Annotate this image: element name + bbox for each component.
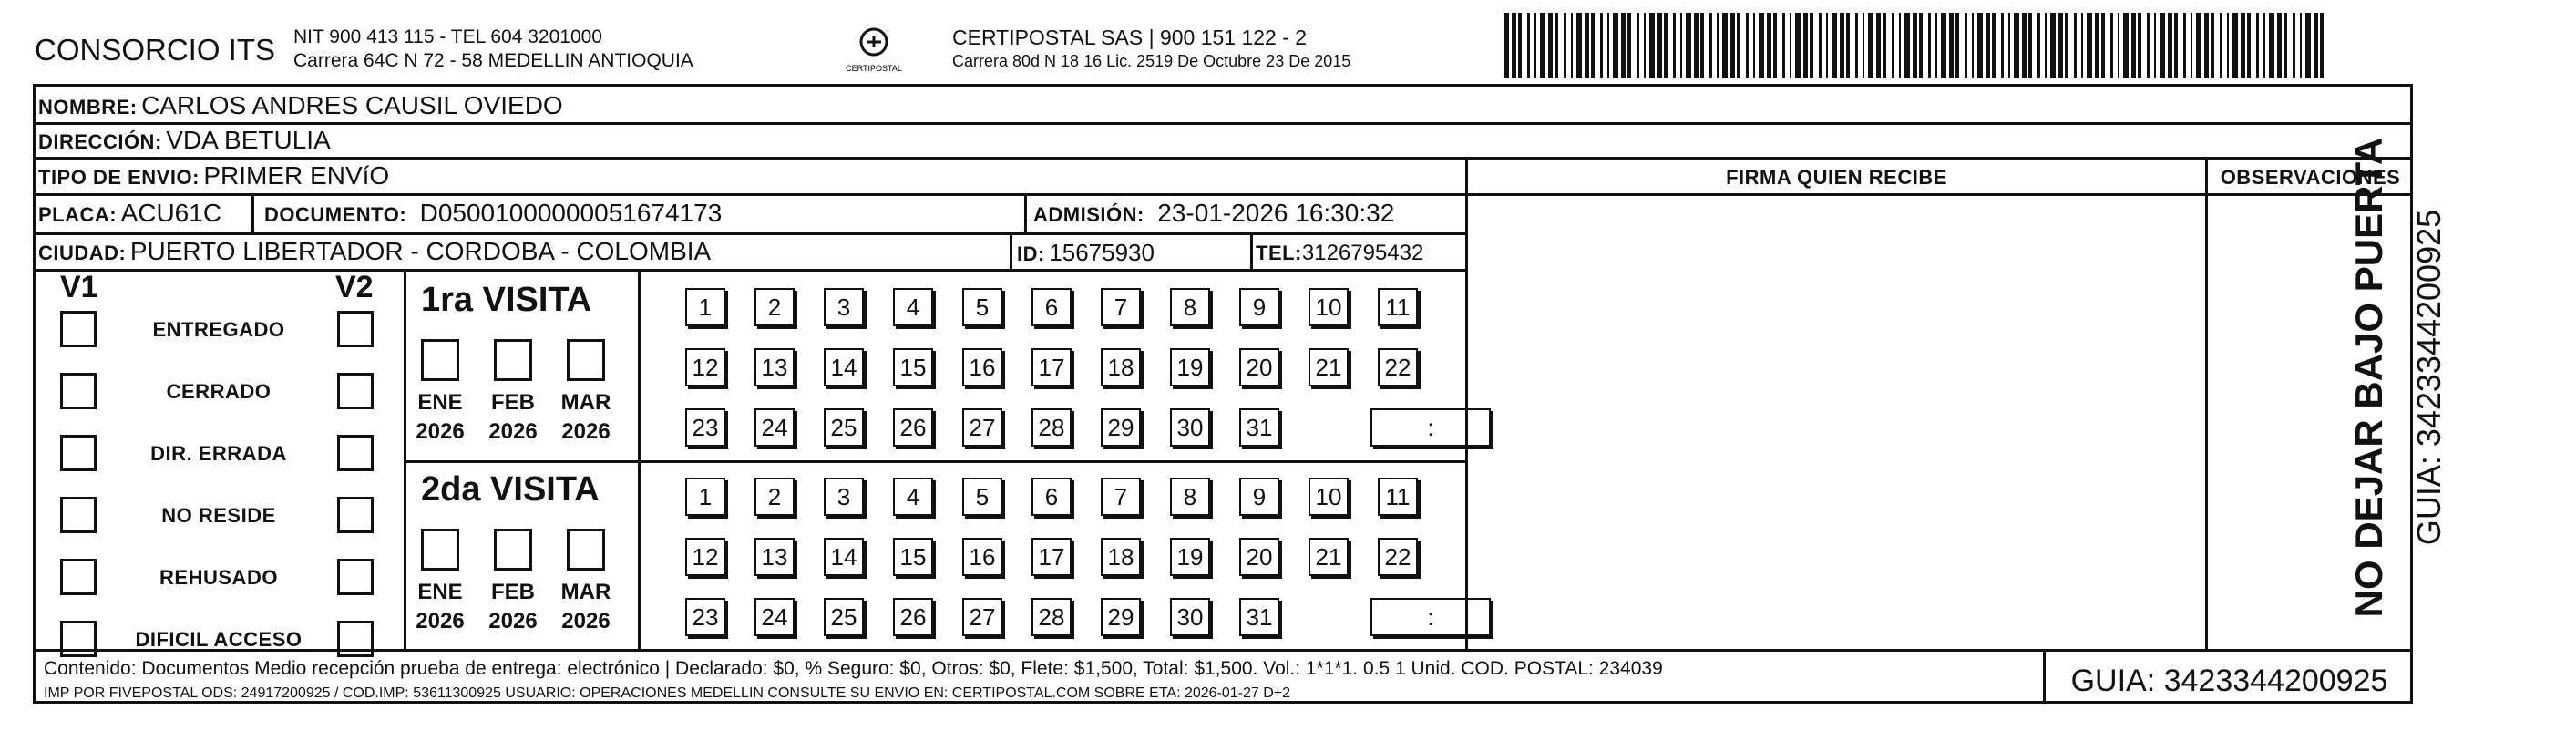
barcode-bar bbox=[1730, 13, 1735, 78]
month-label: FEB bbox=[491, 390, 535, 415]
year-label: 2026 bbox=[488, 609, 538, 633]
barcode-bar bbox=[2263, 13, 2265, 78]
barcode-bar bbox=[1649, 13, 1655, 78]
day-box[interactable]: 18 bbox=[1101, 538, 1141, 576]
barcode-bar bbox=[2227, 13, 2229, 78]
barcode-bar bbox=[1832, 13, 1837, 78]
barcode-bar bbox=[1790, 13, 1791, 78]
barcode-bar bbox=[1883, 13, 1886, 78]
day-box[interactable]: 8 bbox=[1170, 288, 1210, 326]
day-box[interactable]: 13 bbox=[754, 348, 795, 386]
barcode-bar bbox=[2220, 13, 2222, 78]
day-box[interactable]: 31 bbox=[1239, 408, 1279, 447]
tipo-value: PRIMER ENVíO bbox=[203, 161, 390, 190]
barcode-bar bbox=[1810, 13, 1813, 78]
day-box[interactable]: 24 bbox=[754, 598, 795, 636]
barcode-bar bbox=[2300, 13, 2302, 78]
barcode-bar bbox=[1840, 13, 1844, 78]
day-box[interactable]: 1 bbox=[685, 478, 725, 516]
barcode-bar bbox=[1803, 13, 1808, 78]
company-name: CONSORCIO ITS bbox=[35, 33, 276, 67]
barcode-bar bbox=[1673, 13, 1676, 78]
day-box[interactable]: 14 bbox=[824, 348, 864, 386]
day-box[interactable]: 19 bbox=[1170, 538, 1210, 576]
day-box[interactable]: 3 bbox=[824, 478, 864, 516]
day-box[interactable]: 21 bbox=[1309, 538, 1349, 576]
day-box[interactable]: 11 bbox=[1378, 288, 1418, 326]
certipostal-address: Carrera 80d N 18 16 Lic. 2519 De Octubre 23 De 2015 bbox=[952, 52, 1351, 70]
day-box[interactable]: 14 bbox=[824, 538, 864, 576]
v1-checkbox[interactable] bbox=[60, 373, 97, 409]
nombre-label: NOMBRE: bbox=[38, 96, 138, 118]
day-box[interactable]: 6 bbox=[1031, 288, 1072, 326]
day-box[interactable]: 16 bbox=[962, 538, 1002, 576]
v1-checkbox[interactable] bbox=[60, 497, 97, 533]
year-label: 2026 bbox=[416, 419, 465, 444]
status-label: ENTREGADO bbox=[152, 318, 285, 341]
barcode-bar bbox=[1627, 13, 1631, 78]
status-label: CERRADO bbox=[166, 380, 272, 403]
barcode-bar bbox=[1767, 13, 1771, 78]
certipostal-logo bbox=[843, 24, 905, 78]
day-box[interactable]: 13 bbox=[754, 538, 795, 576]
barcode-bar bbox=[2138, 13, 2141, 78]
barcode-bar bbox=[1576, 13, 1582, 78]
ciudad-value: PUERTO LIBERTADOR - CORDOBA - COLOMBIA bbox=[129, 237, 712, 265]
barcode-bar bbox=[1977, 13, 1983, 78]
day-box[interactable]: 5 bbox=[962, 288, 1002, 326]
barcode-bar bbox=[1600, 13, 1603, 78]
month-checkbox[interactable] bbox=[421, 529, 459, 571]
day-box[interactable]: 29 bbox=[1101, 598, 1141, 636]
day-box[interactable]: 28 bbox=[1031, 598, 1072, 636]
day-box[interactable]: 12 bbox=[685, 348, 725, 386]
barcode-bar bbox=[1826, 13, 1828, 78]
v2-checkbox[interactable] bbox=[337, 497, 374, 533]
direccion-value: VDA BETULIA bbox=[166, 126, 331, 154]
barcode-bar bbox=[1986, 13, 1990, 78]
day-box[interactable]: 21 bbox=[1309, 348, 1349, 386]
month-checkbox[interactable] bbox=[567, 339, 605, 381]
barcode-bar bbox=[1759, 13, 1764, 78]
barcode-bar bbox=[1680, 13, 1682, 78]
status-label: DIFICIL ACCESO bbox=[135, 628, 303, 651]
month-label: ENE bbox=[417, 580, 463, 604]
barcode-bar bbox=[2065, 13, 2068, 78]
day-box[interactable]: 29 bbox=[1101, 408, 1141, 447]
barcode-bar bbox=[2118, 13, 2119, 78]
footer-contenido: Contenido: Documentos Medio recepción prueba de entrega: electrónico | Declarado: $0, % Seguro: $0, Otros: $0, Flete: $1,500, Total: $1,500. Vol.: 1*1*1. 0.5 1 Unid. COD. POSTAL: 234039 bbox=[44, 658, 1663, 679]
barcode-bar bbox=[1686, 13, 1691, 78]
tipo-label: TIPO DE ENVIO: bbox=[38, 166, 200, 189]
day-box[interactable]: 22 bbox=[1378, 538, 1418, 576]
day-box[interactable]: 3 bbox=[824, 288, 864, 326]
month-label: MAR bbox=[560, 580, 611, 604]
day-box[interactable]: 17 bbox=[1031, 348, 1072, 386]
row-nombre bbox=[38, 91, 563, 120]
barcode-bar bbox=[1965, 13, 1967, 78]
barcode-bar bbox=[2277, 13, 2282, 78]
id-cell bbox=[1017, 239, 1155, 267]
v1-checkbox[interactable] bbox=[60, 435, 97, 471]
footer-imp: IMP POR FIVEPOSTAL ODS: 24917200925 / COD.IMP: 53611300925 USUARIO: OPERACIONES MEDELLIN CONSULTE SU ENVIO EN: CERTIPOSTAL.COM SOBRE ETA: 2026-01-27 D+2 bbox=[44, 685, 1291, 701]
barcode-bar bbox=[2196, 13, 2201, 78]
barcode-bar bbox=[1548, 13, 1553, 78]
company-address: Carrera 64C N 72 - 58 MEDELLIN ANTIOQUIA bbox=[293, 50, 693, 71]
barcode bbox=[1504, 13, 2333, 80]
day-box[interactable]: 27 bbox=[962, 598, 1002, 636]
year-label: 2026 bbox=[561, 609, 611, 633]
barcode-bar bbox=[1992, 13, 1996, 78]
barcode-bar bbox=[2110, 13, 2113, 78]
firma-label: FIRMA QUIEN RECIBE bbox=[1726, 166, 1947, 189]
barcode-bar bbox=[2174, 13, 2178, 78]
day-box[interactable]: 17 bbox=[1031, 538, 1072, 576]
barcode-bar bbox=[2050, 13, 2056, 78]
barcode-bar bbox=[1512, 13, 1516, 78]
barcode-bar bbox=[1585, 13, 1589, 78]
barcode-bar bbox=[1504, 13, 1509, 78]
status-label: DIR. ERRADA bbox=[150, 442, 287, 465]
day-box[interactable]: 16 bbox=[962, 348, 1002, 386]
barcode-bar bbox=[1928, 13, 1931, 78]
barcode-bar bbox=[2037, 13, 2040, 78]
barcode-bar bbox=[1955, 13, 1959, 78]
day-box[interactable]: 18 bbox=[1101, 348, 1141, 386]
barcode-bar bbox=[1904, 13, 1910, 78]
barcode-bar bbox=[2014, 13, 2019, 78]
day-box[interactable]: 4 bbox=[893, 478, 933, 516]
barcode-bar bbox=[2191, 13, 2192, 78]
v2-checkbox[interactable] bbox=[337, 435, 374, 471]
barcode-bar bbox=[1868, 13, 1873, 78]
day-box[interactable]: 25 bbox=[824, 598, 864, 636]
barcode-bar bbox=[1613, 13, 1618, 78]
tel-label: TEL: bbox=[1256, 242, 1302, 264]
day-box[interactable]: 23 bbox=[685, 408, 725, 447]
admision-cell bbox=[1033, 199, 1394, 228]
barcode-bar bbox=[2028, 13, 2032, 78]
barcode-bar bbox=[1709, 13, 1712, 78]
barcode-bar bbox=[2211, 13, 2214, 78]
barcode-bar bbox=[1819, 13, 1822, 78]
time-box[interactable]: : bbox=[1370, 598, 1491, 636]
v2-label: V2 bbox=[335, 270, 374, 304]
barcode-bar bbox=[1722, 13, 1728, 78]
day-box[interactable]: 10 bbox=[1309, 288, 1349, 326]
barcode-bar bbox=[2154, 13, 2156, 78]
barcode-bar bbox=[2269, 13, 2274, 78]
barcode-bar bbox=[1949, 13, 1954, 78]
direccion-label: DIRECCIÓN: bbox=[38, 130, 162, 153]
v1-checkbox[interactable] bbox=[60, 311, 97, 347]
barcode-bar bbox=[1607, 13, 1609, 78]
tel-cell bbox=[1256, 241, 1423, 266]
barcode-bar bbox=[2131, 13, 2136, 78]
day-box[interactable]: 10 bbox=[1309, 478, 1349, 516]
barcode-bar bbox=[1737, 13, 1740, 78]
barcode-bar bbox=[1527, 13, 1530, 78]
day-box[interactable]: 5 bbox=[962, 478, 1002, 516]
admision-label: ADMISIÓN: bbox=[1033, 203, 1144, 226]
day-box[interactable]: 9 bbox=[1239, 478, 1279, 516]
day-box[interactable]: 7 bbox=[1101, 478, 1141, 516]
placa-label: PLACA: bbox=[38, 203, 118, 226]
day-box[interactable]: 31 bbox=[1239, 598, 1279, 636]
status-label: NO RESIDE bbox=[161, 504, 276, 527]
barcode-bar bbox=[1534, 13, 1536, 78]
id-value: 15675930 bbox=[1049, 239, 1155, 266]
day-box[interactable]: 30 bbox=[1170, 598, 1210, 636]
day-box[interactable]: 26 bbox=[893, 408, 933, 447]
barcode-bar bbox=[1919, 13, 1923, 78]
barcode-bar bbox=[2320, 13, 2324, 78]
barcode-bar bbox=[1773, 13, 1777, 78]
barcode-bar bbox=[2247, 13, 2251, 78]
day-box[interactable]: 2 bbox=[754, 288, 795, 326]
day-box[interactable]: 22 bbox=[1378, 348, 1418, 386]
admision-value: 23-01-2026 16:30:32 bbox=[1157, 199, 1395, 227]
day-box[interactable]: 9 bbox=[1239, 288, 1279, 326]
barcode-bar bbox=[1664, 13, 1668, 78]
barcode-bar bbox=[2232, 13, 2238, 78]
barcode-bar bbox=[2074, 13, 2077, 78]
barcode-bar bbox=[1795, 13, 1801, 78]
company-info bbox=[293, 26, 693, 73]
barcode-bar bbox=[1972, 13, 1974, 78]
day-box[interactable]: 26 bbox=[893, 598, 933, 636]
day-box[interactable]: 20 bbox=[1239, 348, 1279, 386]
barcode-bar bbox=[2045, 13, 2047, 78]
month-checkbox[interactable] bbox=[494, 529, 532, 571]
time-box[interactable]: : bbox=[1370, 408, 1491, 447]
barcode-bar bbox=[1753, 13, 1755, 78]
day-box[interactable]: 24 bbox=[754, 408, 795, 447]
barcode-bar bbox=[2293, 13, 2295, 78]
day-box[interactable]: 6 bbox=[1031, 478, 1072, 516]
barcode-bar bbox=[1621, 13, 1626, 78]
visit-title: 2da VISITA bbox=[421, 470, 600, 509]
barcode-bar bbox=[1863, 13, 1864, 78]
barcode-bar bbox=[1555, 13, 1558, 78]
side-guia: GUIA: 3423344200925 bbox=[2410, 209, 2448, 546]
month-checkbox[interactable] bbox=[421, 339, 459, 381]
barcode-bar bbox=[2241, 13, 2245, 78]
company-nit: NIT 900 413 115 - TEL 604 3201000 bbox=[293, 26, 602, 47]
day-box[interactable]: 2 bbox=[754, 478, 795, 516]
month-label: FEB bbox=[491, 580, 535, 604]
barcode-bar bbox=[1941, 13, 1946, 78]
barcode-bar bbox=[1657, 13, 1662, 78]
barcode-bar bbox=[2168, 13, 2172, 78]
barcode-bar bbox=[1591, 13, 1595, 78]
barcode-bar bbox=[1700, 13, 1704, 78]
day-box[interactable]: 25 bbox=[824, 408, 864, 447]
documento-value: D05001000000051674173 bbox=[419, 199, 723, 227]
day-box[interactable]: 7 bbox=[1101, 288, 1141, 326]
v2-checkbox[interactable] bbox=[337, 559, 374, 595]
barcode-bar bbox=[1846, 13, 1850, 78]
row-tipo bbox=[38, 161, 389, 190]
barcode-bar bbox=[2058, 13, 2063, 78]
barcode-bar bbox=[2183, 13, 2186, 78]
barcode-bar bbox=[2008, 13, 2010, 78]
placa-cell bbox=[38, 199, 221, 228]
id-label: ID: bbox=[1017, 242, 1045, 265]
barcode-bar bbox=[1564, 13, 1566, 78]
barcode-bar bbox=[2314, 13, 2318, 78]
logo-text: CERTIPOSTAL bbox=[846, 64, 902, 73]
v2-checkbox[interactable] bbox=[337, 311, 374, 347]
year-label: 2026 bbox=[561, 419, 611, 444]
v1-label: V1 bbox=[60, 270, 98, 304]
barcode-bar bbox=[2081, 13, 2083, 78]
year-label: 2026 bbox=[488, 419, 538, 444]
documento-cell bbox=[264, 199, 722, 228]
footer-guia: GUIA: 3423344200925 bbox=[2070, 664, 2388, 698]
day-box[interactable]: 12 bbox=[685, 538, 725, 576]
day-box[interactable]: 8 bbox=[1170, 478, 1210, 516]
barcode-bar bbox=[1855, 13, 1858, 78]
barcode-bar bbox=[1637, 13, 1639, 78]
barcode-bar bbox=[2022, 13, 2027, 78]
barcode-bar bbox=[2204, 13, 2209, 78]
status-label: REHUSADO bbox=[159, 566, 278, 589]
ciudad-label: CIUDAD: bbox=[38, 242, 127, 264]
day-box[interactable]: 15 bbox=[893, 538, 933, 576]
no-dejar-warning: NO DEJAR BAJO PUERTA bbox=[2347, 137, 2390, 618]
day-box[interactable]: 30 bbox=[1170, 408, 1210, 447]
month-checkbox[interactable] bbox=[494, 339, 532, 381]
day-box[interactable]: 28 bbox=[1031, 408, 1072, 447]
barcode-bar bbox=[1644, 13, 1646, 78]
barcode-bar bbox=[1694, 13, 1699, 78]
barcode-bar bbox=[2087, 13, 2092, 78]
barcode-bar bbox=[2284, 13, 2287, 78]
year-label: 2026 bbox=[416, 609, 465, 633]
ciudad-cell bbox=[38, 237, 711, 266]
v2-checkbox[interactable] bbox=[337, 373, 374, 409]
barcode-bar bbox=[1876, 13, 1881, 78]
v1-checkbox[interactable] bbox=[60, 621, 97, 657]
month-label: ENE bbox=[417, 390, 463, 415]
day-box[interactable]: 23 bbox=[685, 598, 725, 636]
day-box[interactable]: 19 bbox=[1170, 348, 1210, 386]
barcode-bar bbox=[1540, 13, 1545, 78]
barcode-bar bbox=[2101, 13, 2105, 78]
barcode-bar bbox=[2160, 13, 2165, 78]
month-checkbox[interactable] bbox=[567, 529, 605, 571]
barcode-bar bbox=[1892, 13, 1894, 78]
day-box[interactable]: 11 bbox=[1378, 478, 1418, 516]
day-box[interactable]: 1 bbox=[685, 288, 725, 326]
barcode-bar bbox=[1782, 13, 1785, 78]
nombre-value: CARLOS ANDRES CAUSIL OVIEDO bbox=[141, 91, 563, 119]
barcode-bar bbox=[1913, 13, 1917, 78]
barcode-bar bbox=[2095, 13, 2099, 78]
documento-label: DOCUMENTO: bbox=[264, 203, 407, 226]
certipostal-name: CERTIPOSTAL SAS | 900 151 122 - 2 bbox=[952, 26, 1308, 49]
barcode-bar bbox=[2256, 13, 2259, 78]
placa-value: ACU61C bbox=[120, 199, 222, 227]
barcode-bar bbox=[2001, 13, 2004, 78]
day-box[interactable]: 20 bbox=[1239, 538, 1279, 576]
barcode-bar bbox=[2147, 13, 2150, 78]
barcode-bar bbox=[1746, 13, 1749, 78]
barcode-bar bbox=[1935, 13, 1937, 78]
barcode-bar bbox=[1571, 13, 1573, 78]
day-box[interactable]: 15 bbox=[893, 348, 933, 386]
row-direccion bbox=[38, 126, 331, 155]
barcode-bar bbox=[1717, 13, 1719, 78]
certipostal-info bbox=[952, 26, 1350, 73]
tel-value: 3126795432 bbox=[1301, 241, 1424, 265]
month-label: MAR bbox=[560, 390, 611, 415]
barcode-bar bbox=[2305, 13, 2311, 78]
observaciones-label: OBSERVACIONES bbox=[2220, 166, 2401, 189]
barcode-bar bbox=[1518, 13, 1522, 78]
v2-checkbox[interactable] bbox=[337, 621, 374, 657]
barcode-bar bbox=[1899, 13, 1901, 78]
v1-checkbox[interactable] bbox=[60, 559, 97, 595]
visit-title: 1ra VISITA bbox=[421, 281, 592, 319]
barcode-bar bbox=[2123, 13, 2129, 78]
day-box[interactable]: 4 bbox=[893, 288, 933, 326]
day-box[interactable]: 27 bbox=[962, 408, 1002, 447]
